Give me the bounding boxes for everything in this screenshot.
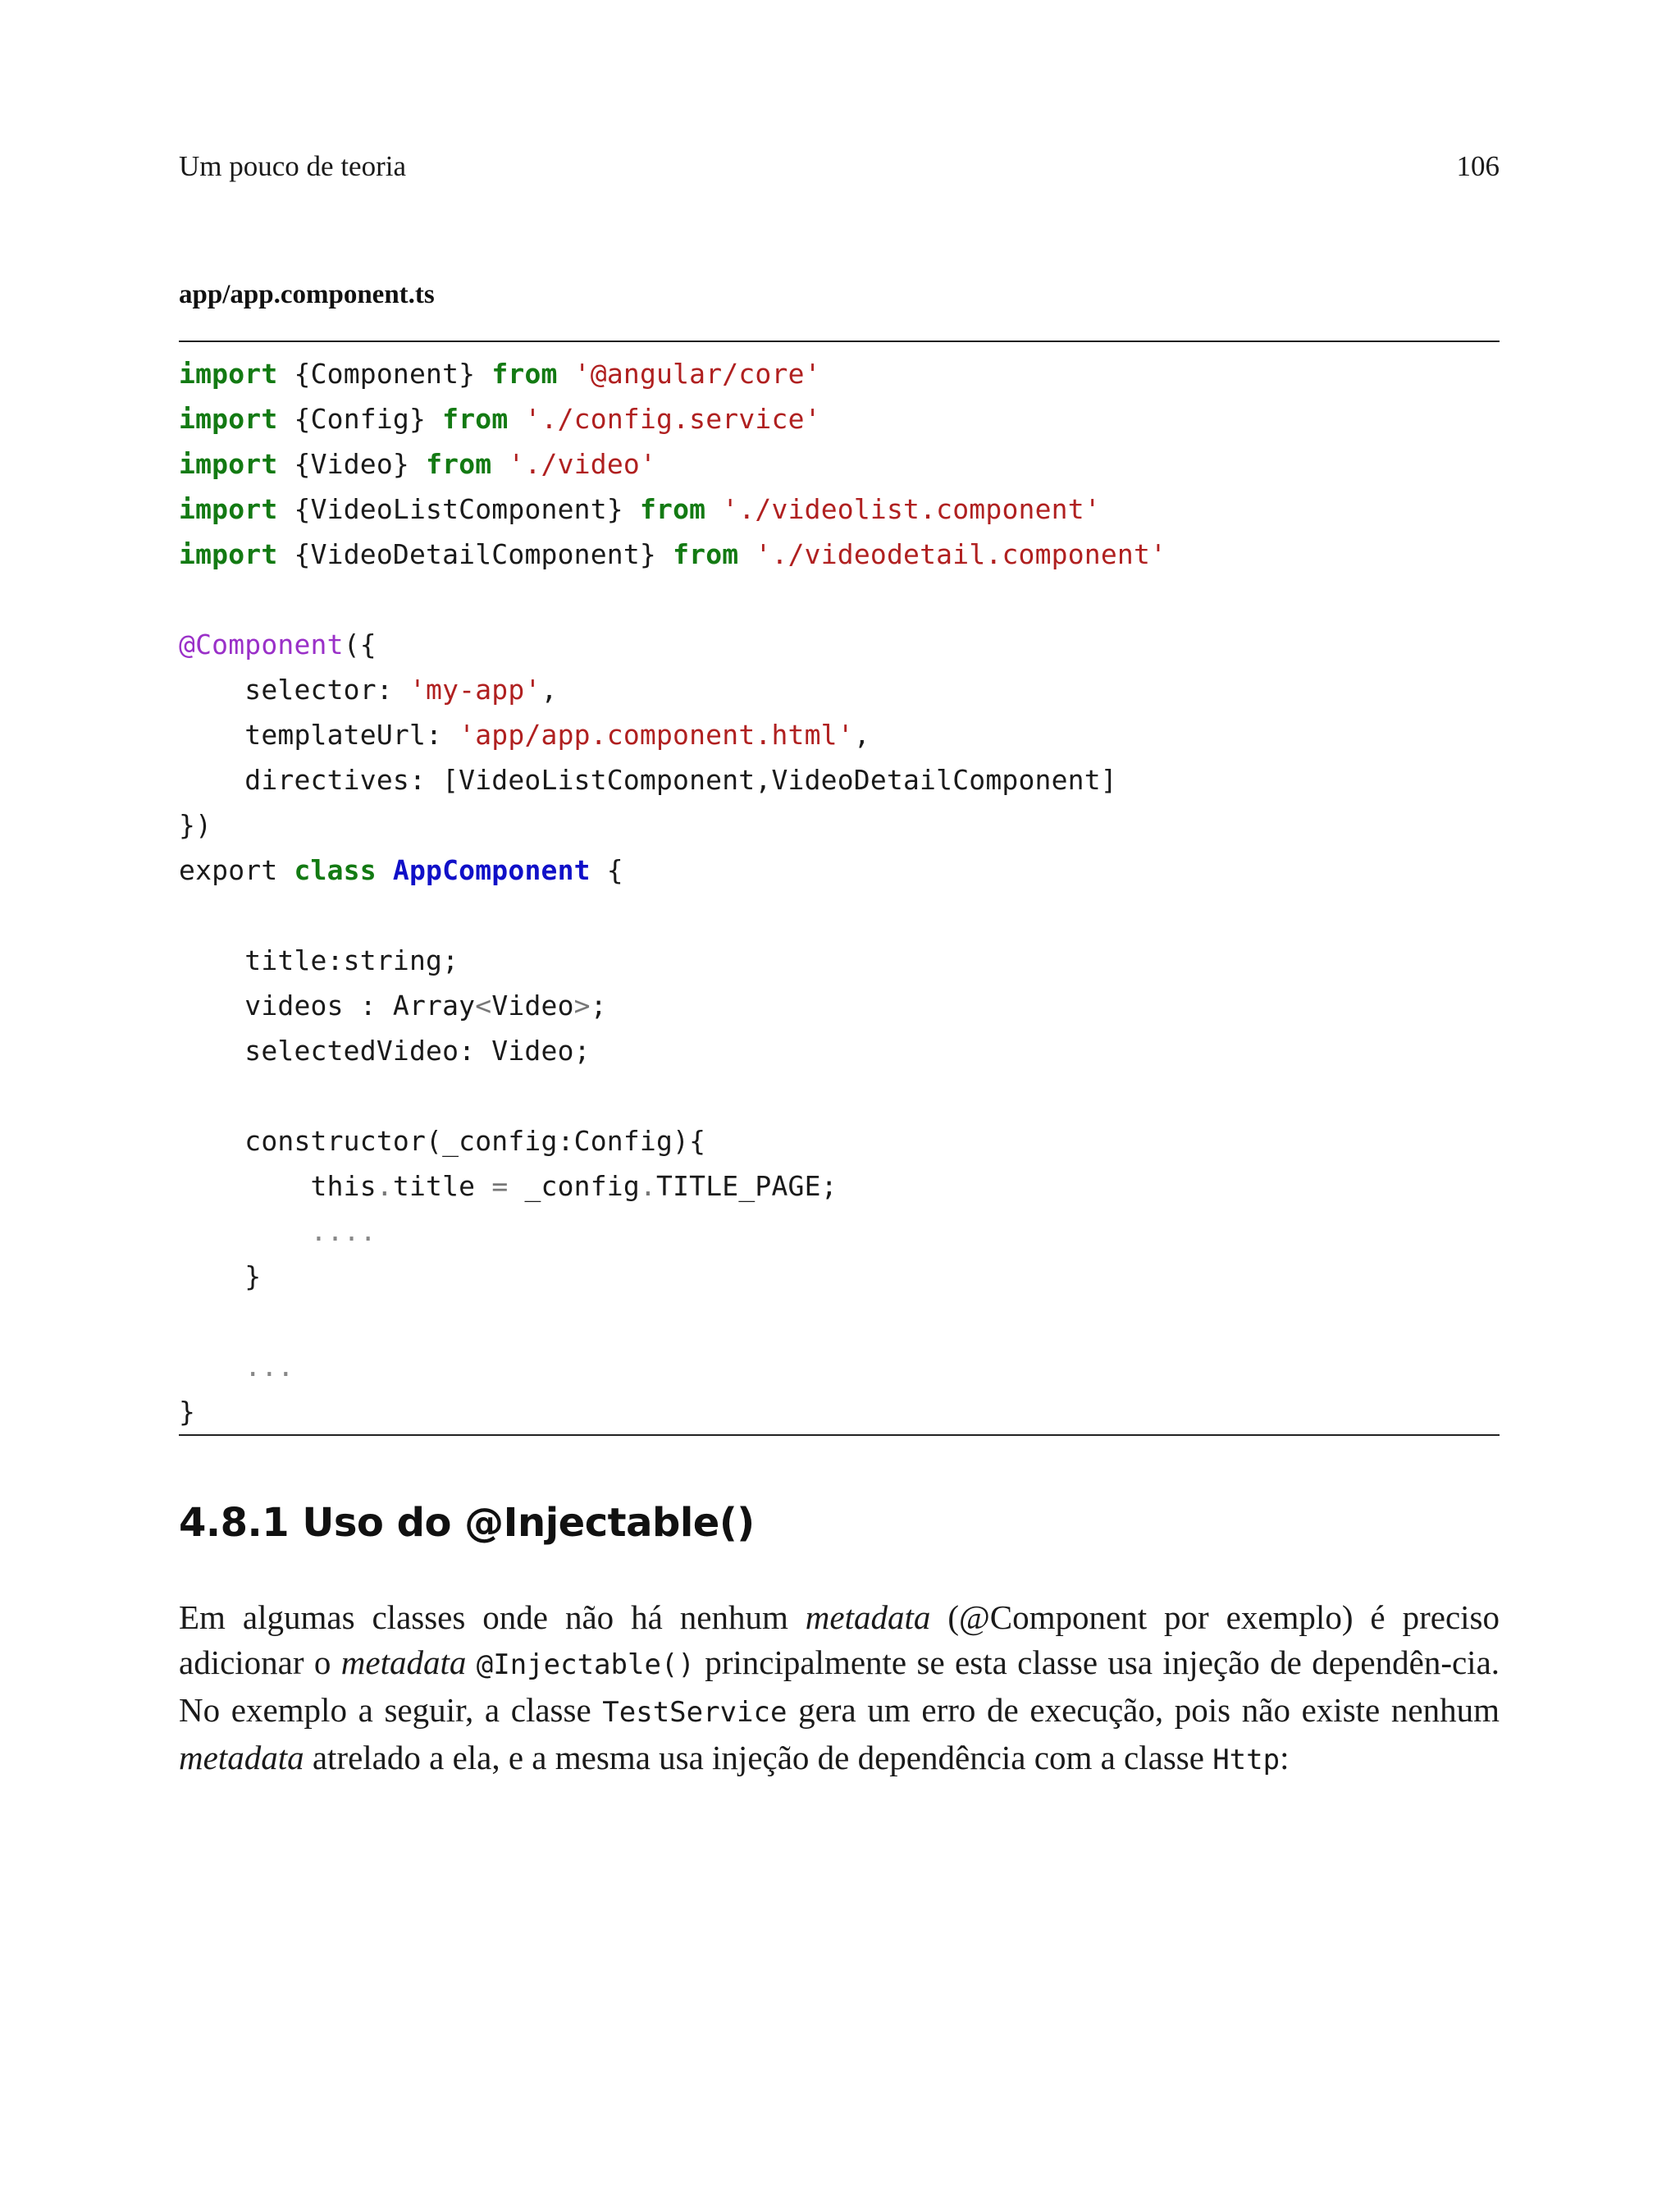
code-punct: }) <box>179 809 212 841</box>
code-string: './video' <box>508 448 657 480</box>
code-identifier: VideoDetailComponent <box>310 538 640 570</box>
code-field: title:string; <box>244 944 459 976</box>
code-punct: ; <box>590 990 607 1022</box>
paragraph-inline-code: @Injectable() <box>476 1648 695 1681</box>
book-page <box>179 0 1500 2185</box>
code-class-name: AppComponent <box>392 854 591 886</box>
paragraph-emphasis: metadata <box>179 1739 304 1776</box>
code-property: templateUrl: <box>244 719 459 751</box>
code-punct: , <box>853 719 870 751</box>
paragraph-text: gera um erro de execução, pois não existe nenhum <box>787 1691 1500 1729</box>
code-ellipsis: ... <box>244 1351 294 1383</box>
code-punct: } <box>392 448 409 480</box>
code-line <box>179 1254 261 1299</box>
code-line <box>179 757 1117 802</box>
code-listing-caption: app/app.component.ts <box>179 280 435 309</box>
code-string: './config.service' <box>524 403 821 435</box>
paragraph-text: (@Component por exemplo) é preciso adicionar o <box>179 1598 1500 1681</box>
code-line <box>179 1163 838 1209</box>
code-punct: ({ <box>343 629 377 661</box>
paragraph-inline-code: TestService <box>602 1696 788 1729</box>
code-string: '@angular/core' <box>573 358 821 390</box>
code-line <box>179 983 607 1028</box>
code-keyword: import <box>179 493 278 525</box>
code-line <box>179 667 558 712</box>
code-keyword: import <box>179 538 278 570</box>
code-punct: } <box>179 1396 196 1428</box>
code-string: './videolist.component' <box>722 493 1101 525</box>
code-keyword: import <box>179 403 278 435</box>
code-identifier: _config <box>508 1170 640 1202</box>
code-keyword: import <box>179 448 278 480</box>
code-punct: } <box>639 538 656 570</box>
code-line <box>179 938 459 983</box>
code-keyword: class <box>294 854 377 886</box>
code-keyword: from <box>639 493 706 525</box>
code-line <box>179 1118 705 1163</box>
code-punct: , <box>541 674 558 706</box>
paragraph-text: Em algumas classes onde não há nenhum <box>179 1598 806 1636</box>
code-punct: { <box>294 448 311 480</box>
paragraph-inline-code: Http <box>1212 1744 1281 1776</box>
code-constructor: constructor(_config:Config){ <box>244 1125 706 1157</box>
code-punct: > <box>573 990 591 1022</box>
paragraph-emphasis: metadata <box>805 1598 931 1636</box>
code-string: './videodetail.component' <box>755 538 1167 570</box>
code-line <box>179 1028 591 1073</box>
code-punct: } <box>606 493 623 525</box>
code-line <box>179 712 870 757</box>
code-keyword: from <box>491 358 558 390</box>
code-keyword: from <box>673 538 739 570</box>
code-keyword-plain: export <box>179 854 278 886</box>
code-keyword-plain: this <box>310 1170 377 1202</box>
code-punct: { <box>294 538 311 570</box>
section-heading: 4.8.1 Uso do @Injectable() <box>179 1500 755 1546</box>
code-string: 'my-app' <box>409 674 541 706</box>
code-decorator: @Component <box>179 629 344 661</box>
code-identifier: Video <box>310 448 393 480</box>
code-punct: } <box>409 403 427 435</box>
code-keyword: from <box>442 403 509 435</box>
running-header <box>179 150 1500 188</box>
code-line <box>179 1389 195 1434</box>
code-identifier: Component <box>310 358 459 390</box>
code-field: videos : Array <box>244 990 476 1022</box>
code-line <box>179 487 1101 532</box>
code-identifier: TITLE_PAGE; <box>656 1170 838 1202</box>
code-operator: = <box>491 1170 509 1202</box>
page-number: 106 <box>1456 150 1500 182</box>
code-identifier: title <box>392 1170 492 1202</box>
code-line <box>179 1209 377 1254</box>
code-punct: { <box>294 403 311 435</box>
code-line <box>179 396 821 441</box>
code-line <box>179 351 821 396</box>
code-punct: { <box>606 854 623 886</box>
paragraph-text: : <box>1280 1739 1290 1776</box>
code-string: 'app/app.component.html' <box>459 719 854 751</box>
code-identifier: Video <box>491 990 574 1022</box>
paragraph-text: principalmente se esta classe usa injeção de dependên-cia. No exemplo a seguir, a classe <box>179 1643 1500 1729</box>
body-paragraph <box>179 1595 1500 1783</box>
code-line <box>179 848 623 893</box>
code-identifier: Config <box>310 403 409 435</box>
code-punct: . <box>376 1170 393 1202</box>
code-identifier: VideoListComponent <box>310 493 607 525</box>
paragraph-emphasis: metadata <box>340 1643 467 1681</box>
code-line <box>179 622 377 667</box>
code-field: selectedVideo: Video; <box>244 1035 591 1067</box>
code-ellipsis: .... <box>310 1215 377 1247</box>
running-header-title: Um pouco de teoria <box>179 150 406 182</box>
code-line <box>179 441 656 487</box>
code-keyword: import <box>179 358 278 390</box>
code-line <box>179 1344 294 1389</box>
code-property: directives: [VideoListComponent,VideoDetailComponent] <box>244 764 1117 796</box>
code-line <box>179 802 212 848</box>
code-listing <box>179 341 1500 1436</box>
code-keyword: from <box>426 448 492 480</box>
paragraph-text: atrelado a ela, e a mesma usa injeção de dependência com a classe <box>304 1739 1213 1776</box>
code-punct: } <box>459 358 476 390</box>
code-property: selector: <box>244 674 409 706</box>
code-punct: { <box>294 358 311 390</box>
code-line <box>179 532 1166 577</box>
code-punct: } <box>244 1260 262 1292</box>
code-punct: . <box>639 1170 657 1202</box>
code-punct: { <box>294 493 311 525</box>
code-punct: < <box>475 990 492 1022</box>
